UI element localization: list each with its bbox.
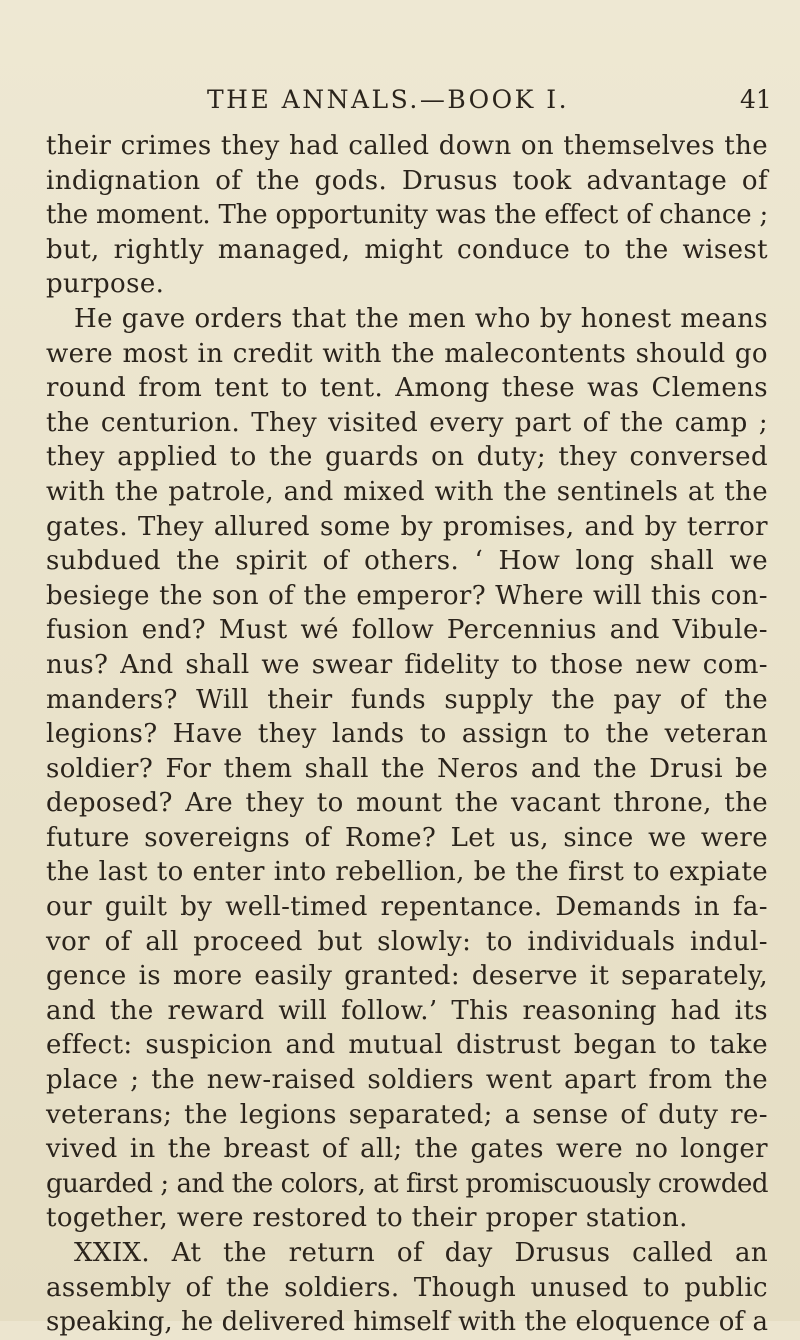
text-line: were most in credit with the malecontents should go <box>46 338 768 369</box>
running-head <box>0 84 800 116</box>
text-line: legions? Have they lands to assign to the veteran <box>46 719 768 750</box>
text-line: indignation of the gods. Drusus took advantage of <box>46 165 768 196</box>
text-line: with the patrole, and mixed with the sentinels at the <box>46 476 768 507</box>
text-line: their crimes they had called down on themselves the <box>46 131 768 161</box>
text-line: assembly of the soldiers. Though unused to public <box>46 1272 768 1303</box>
paragraph-end-line: together, were restored to their proper station. <box>46 1203 688 1234</box>
text-line: guarded ; and the colors, at first promiscuously crowded <box>46 1168 768 1199</box>
text-line: our guilt by well-timed repentance. Demands in fa- <box>46 892 768 923</box>
text-line: but, rightly managed, might conduce to the wisest <box>46 234 768 265</box>
text-line: they applied to the guards on duty; they conversed <box>46 442 768 473</box>
text-line: speaking, he delivered himself with the eloquence of a <box>46 1307 768 1338</box>
text-line: future sovereigns of Rome? Let us, since we were <box>46 822 768 853</box>
text-line: effect: suspicion and mutual distrust began to take <box>46 1030 768 1061</box>
text-line: fusion end? Must wé follow Percennius and Vibule- <box>46 615 768 646</box>
chapter-start-line: XXIX. At the return of day Drusus called an <box>74 1238 768 1268</box>
text-line: besiege the son of the emperor? Where will this con- <box>46 580 768 611</box>
paragraph-start-line: He gave orders that the men who by honest means <box>74 303 768 334</box>
text-line: the centurion. They visited every part of the camp ; <box>46 407 768 438</box>
paragraph-end-line: purpose. <box>46 269 165 300</box>
text-line: deposed? Are they to mount the vacant throne, the <box>46 788 768 819</box>
page-number: 41 <box>740 85 772 114</box>
body-text <box>46 129 768 1340</box>
text-line: vor of all proceed but slowly: to individuals indul- <box>46 926 768 957</box>
text-line: the last to enter into rebellion, be the first to expiate <box>46 857 768 888</box>
text-line: place ; the new-raised soldiers went apart from the <box>46 1065 768 1096</box>
text-line: gates. They allured some by promises, and by terror <box>46 511 768 542</box>
text-line: soldier? For them shall the Neros and the Drusi be <box>46 753 768 784</box>
text-line: the moment. The opportunity was the effect of chance ; <box>46 200 769 231</box>
running-title: THE ANNALS.—BOOK I. <box>207 85 570 114</box>
text-line: nus? And shall we swear fidelity to those new com- <box>46 649 768 680</box>
text-line: gence is more easily granted: deserve it separately, <box>46 961 768 992</box>
text-line: vived in the breast of all; the gates were no longer <box>46 1134 768 1165</box>
text-line: veterans; the legions separated; a sense of duty re- <box>46 1099 768 1130</box>
text-line: manders? Will their funds supply the pay of the <box>46 684 768 715</box>
text-line: and the reward will follow.’ This reasoning had its <box>46 995 768 1026</box>
text-line: round from tent to tent. Among these was Clemens <box>46 373 768 404</box>
text-line: subdued the spirit of others. ‘ How long shall we <box>46 546 768 577</box>
